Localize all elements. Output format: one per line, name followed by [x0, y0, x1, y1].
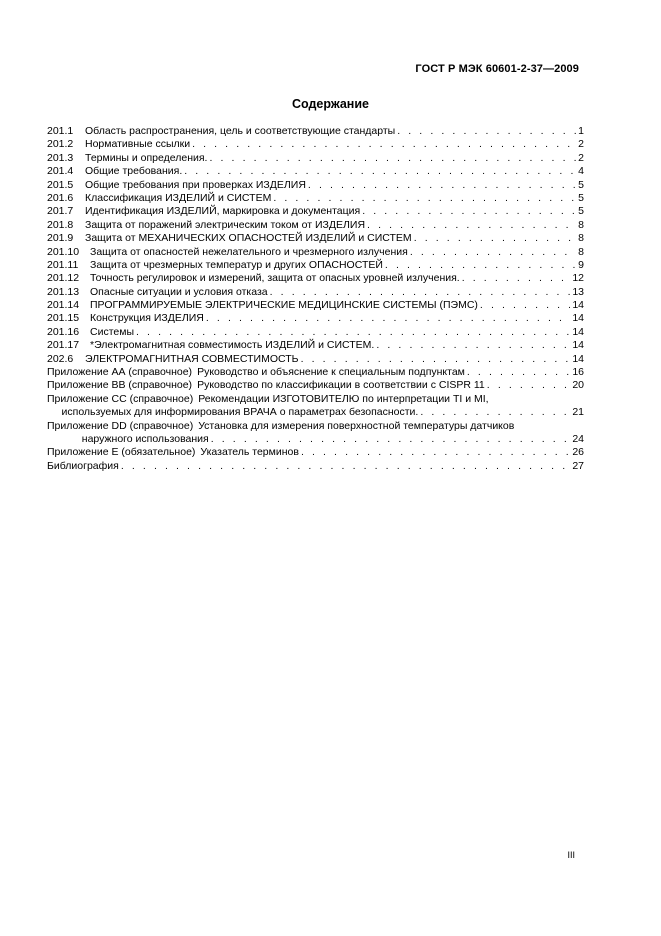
toc-entry-title: Общие требования. — [85, 165, 183, 178]
toc-entry[interactable] — [47, 379, 584, 392]
toc-entry[interactable] — [47, 152, 584, 165]
toc-entry-title: Классификация ИЗДЕЛИЙ и СИСТЕМ — [85, 191, 272, 204]
toc-entry-title: Указатель терминов — [200, 446, 299, 459]
toc-entry-number: 201.6 — [47, 191, 74, 204]
toc-entry[interactable] — [47, 232, 584, 245]
toc-entry[interactable] — [47, 299, 584, 312]
toc-entry-number: 201.16 — [47, 325, 80, 338]
toc-entry-title: Конструкция ИЗДЕЛИЯ — [90, 312, 204, 325]
toc-entry-title: *Электромагнитная совместимость ИЗДЕЛИЙ и СИСТЕМ. — [90, 339, 375, 352]
toc-entry[interactable] — [47, 339, 584, 352]
toc-entry-title: Защита от опасностей нежелательного и чрезмерного излучения — [90, 245, 408, 258]
table-of-contents — [47, 125, 584, 473]
dot-leader — [487, 379, 571, 392]
toc-entry-page: 8 — [578, 218, 584, 231]
toc-entry[interactable] — [47, 179, 584, 192]
toc-entry-number: 201.14 — [47, 299, 80, 312]
toc-entry[interactable] — [47, 205, 584, 218]
toc-entry-page: 26 — [572, 446, 584, 459]
toc-entry[interactable] — [47, 420, 584, 433]
dot-leader — [480, 299, 570, 312]
toc-entry-page: 4 — [578, 165, 584, 178]
toc-entry[interactable] — [47, 138, 584, 151]
dot-leader — [209, 152, 576, 165]
toc-entry-number: Приложение Е (обязательное) — [47, 446, 196, 459]
dot-leader — [301, 446, 570, 459]
toc-entry-number: 201.1 — [47, 125, 74, 137]
toc-entry-page: 20 — [572, 379, 584, 392]
toc-entry[interactable] — [47, 326, 584, 339]
toc-entry-page: 2 — [578, 138, 584, 151]
toc-entry-number: 202.6 — [47, 352, 74, 365]
toc-entry-title: ПРОГРАММИРУЕМЫЕ ЭЛЕКТРИЧЕСКИЕ МЕДИЦИНСКИЕ СИСТЕМЫ (ПЭМС) — [90, 299, 478, 312]
toc-entry-page: 21 — [572, 406, 584, 419]
toc-entry-page: 5 — [578, 205, 584, 218]
dot-leader — [462, 272, 571, 285]
toc-entry-number: 201.10 — [47, 245, 80, 258]
toc-entry[interactable] — [47, 286, 584, 299]
dot-leader — [121, 460, 570, 473]
dot-leader — [211, 433, 571, 446]
toc-entry-title: Библиография — [47, 459, 119, 472]
toc-entry-title: Область распространения, цель и соответствующие стандарты — [85, 125, 396, 137]
toc-entry-page: 27 — [572, 459, 584, 472]
dot-leader — [270, 286, 571, 299]
toc-entry-title: Защита от чрезмерных температур и других ОПАСНОСТЕЙ — [90, 258, 383, 271]
toc-entry[interactable] — [47, 393, 584, 406]
toc-entry[interactable] — [47, 219, 584, 232]
toc-entry[interactable] — [47, 312, 584, 325]
toc-entry-continuation — [47, 433, 584, 446]
toc-entry-page: 14 — [572, 352, 584, 365]
toc-entry-page: 8 — [578, 232, 584, 245]
toc-entry-page: 14 — [572, 339, 584, 352]
toc-entry-page: 14 — [572, 299, 584, 312]
dot-leader — [301, 353, 571, 366]
toc-entry-title: Точность регулировок и измерений, защита от опасных уровней излучения. — [90, 272, 460, 285]
toc-entry-number: 201.8 — [47, 218, 74, 231]
toc-entry[interactable] — [47, 125, 584, 138]
toc-entry-number: 201.4 — [47, 165, 74, 178]
toc-entry-number: 201.15 — [47, 312, 80, 325]
dot-leader — [192, 138, 576, 151]
toc-entry-number: 201.12 — [47, 272, 80, 285]
toc-entry[interactable] — [47, 246, 584, 259]
toc-entry[interactable] — [47, 353, 584, 366]
dot-leader — [467, 366, 570, 379]
toc-entry-title-continued: наружного использования — [81, 432, 209, 445]
dot-leader — [184, 165, 576, 178]
dot-leader — [420, 406, 570, 419]
toc-entry[interactable] — [47, 259, 584, 272]
toc-entry-number: 201.7 — [47, 205, 74, 218]
toc-entry-title: Опасные ситуации и условия отказа — [90, 285, 268, 298]
toc-entry-page: 14 — [572, 325, 584, 338]
toc-entry-page: 8 — [578, 245, 584, 258]
toc-entry-page: 2 — [578, 151, 584, 164]
toc-entry-number: Приложение СС (справочное) — [47, 392, 194, 405]
dot-leader — [414, 232, 576, 245]
toc-entry-title: Термины и определения. — [85, 151, 208, 164]
toc-entry-title: Рекомендации ИЗГОТОВИТЕЛЮ по интерпретации TI и MI, — [198, 392, 489, 405]
dot-leader — [385, 259, 576, 272]
toc-entry-title: Руководство по классификации в соответствии с CISPR 11 — [197, 379, 485, 392]
page-number: III — [567, 850, 575, 860]
toc-entry-number: 201.13 — [47, 285, 80, 298]
dot-leader — [206, 312, 570, 325]
toc-entry-title: Установка для измерения поверхностной температуры датчиков — [198, 419, 515, 432]
toc-entry-page: 14 — [572, 312, 584, 325]
toc-entry-page: 24 — [572, 432, 584, 445]
toc-entry[interactable] — [47, 460, 584, 473]
page-title: Содержание — [291, 97, 369, 111]
toc-entry-title: Руководство и объяснение к специальным подпунктам — [197, 366, 465, 379]
toc-entry-number: 201.11 — [47, 258, 79, 271]
toc-entry-title-continued: используемых для информирования ВРАЧА о параметрах безопасности. — [61, 406, 419, 419]
toc-entry-title: Защита от МЕХАНИЧЕСКИХ ОПАСНОСТЕЙ ИЗДЕЛИЙ и СИСТЕМ — [85, 232, 412, 245]
toc-entry-number: Приложение ВВ (справочное) — [47, 379, 193, 392]
dot-leader — [362, 205, 576, 218]
dot-leader — [376, 339, 570, 352]
toc-entry-title: Нормативные ссылки — [85, 138, 191, 151]
toc-entry-title: Идентификация ИЗДЕЛИЙ, маркировка и документация — [85, 205, 361, 218]
toc-entry-continuation — [47, 406, 584, 419]
dot-leader — [136, 326, 570, 339]
toc-entry-number: Приложение DD (справочное) — [47, 419, 194, 432]
toc-entry-title: Системы — [90, 325, 134, 338]
toc-entry-title: Защита от поражений электрическим током от ИЗДЕЛИЯ — [85, 218, 366, 231]
toc-entry-page: 1 — [578, 125, 584, 137]
toc-entry-page: 5 — [578, 191, 584, 204]
toc-entry[interactable] — [47, 366, 584, 379]
toc-entry-title: Общие требования при проверках ИЗДЕЛИЯ — [85, 178, 306, 191]
toc-entry-number: Приложение АА (справочное) — [47, 366, 193, 379]
toc-entry-page: 16 — [572, 366, 584, 379]
document-header: ГОСТ Р МЭК 60601-2-37—2009 — [415, 63, 579, 75]
toc-entry-number: 201.17 — [47, 339, 80, 352]
toc-entry[interactable] — [47, 192, 584, 205]
toc-entry[interactable] — [47, 165, 584, 178]
toc-entry-number: 201.9 — [47, 232, 74, 245]
toc-entry-number: 201.3 — [47, 151, 74, 164]
toc-entry-page: 5 — [578, 178, 584, 191]
dot-leader — [367, 219, 576, 232]
dot-leader — [273, 192, 576, 205]
toc-entry-page: 13 — [572, 285, 584, 298]
dot-leader — [397, 125, 576, 138]
toc-entry-number: 201.5 — [47, 178, 74, 191]
dot-leader — [410, 246, 576, 259]
toc-entry-page: 9 — [578, 258, 584, 271]
toc-entry[interactable] — [47, 272, 584, 285]
toc-entry-title: ЭЛЕКТРОМАГНИТНАЯ СОВМЕСТИМОСТЬ — [85, 352, 299, 365]
toc-entry-page: 12 — [572, 272, 584, 285]
dot-leader — [308, 179, 576, 192]
toc-entry-number: 201.2 — [47, 138, 74, 151]
toc-entry[interactable] — [47, 446, 584, 459]
